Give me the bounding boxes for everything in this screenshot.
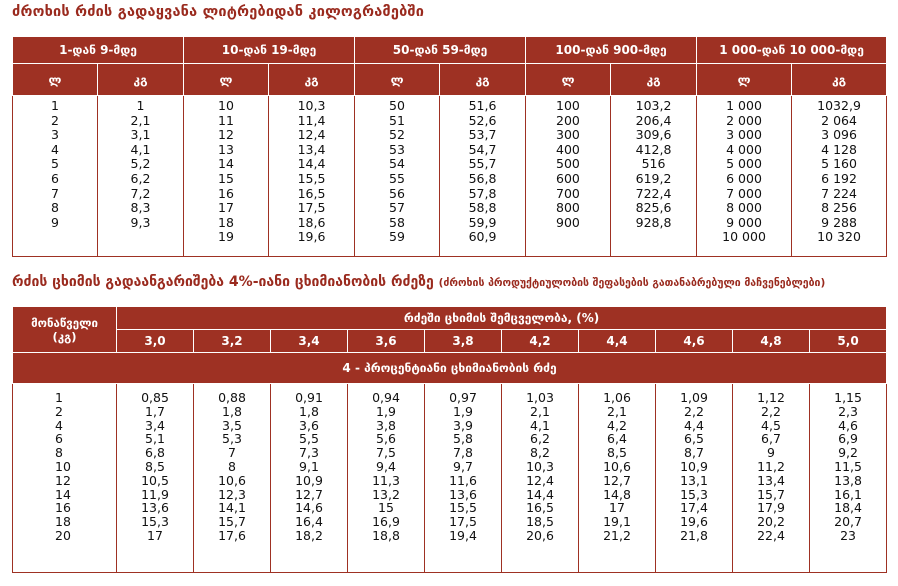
percent-header: 3,6 — [348, 330, 425, 353]
concentration-header: 4 - პროცენტიანი ცხიმიანობის რძე — [13, 353, 887, 384]
fat-header-row — [13, 307, 887, 330]
kg-header: კგ — [269, 64, 355, 96]
fat-values: 1,03 2,1 4,1 6,2 8,2 10,3 12,4 14,4 16,5 18,5 20,6 — [526, 390, 554, 543]
fat-values: 1,06 2,1 4,2 6,4 8,5 10,6 12,7 14,8 17 19,1 21,2 — [603, 390, 631, 543]
kg-values: 103,2 206,4 309,6 412,8 516 619,2 722,4 825,6 928,8 — [635, 98, 672, 230]
percent-header: 5,0 — [810, 330, 887, 353]
table-row — [13, 384, 887, 573]
fat-values: 0,85 1,7 3,4 5,1 6,8 8,5 10,5 11,9 13,6 15,3 17 — [141, 390, 169, 543]
yield-header: მონაწველი (კგ) — [13, 307, 117, 353]
liter-header: ლ — [697, 64, 792, 96]
title-fat-conversion — [12, 274, 825, 290]
fat-values: 0,94 1,9 3,8 5,6 7,5 9,4 11,3 13,2 15 16,9 18,8 — [372, 390, 400, 543]
title-liters-to-kg: ძროხის რძის გადაყვანა ლიტრებიდან კილოგრამებში — [12, 4, 425, 20]
liter-values: 1 2 3 4 5 6 7 8 9 — [51, 98, 59, 230]
kg-header: კგ — [792, 64, 887, 96]
fat-values: 1,12 2,2 4,5 6,7 9 11,2 13,4 15,7 17,9 20,2 22,4 — [757, 390, 785, 543]
fat-title-main: რძის ცხიმის გადაანგარიშება 4%-იანი ცხიმიანობის რძეზე — [12, 274, 434, 290]
percent-header: 3,2 — [194, 330, 271, 353]
percent-row — [13, 330, 887, 353]
liter-values: 50 51 52 53 54 55 56 57 58 59 — [389, 98, 405, 245]
liter-header: ლ — [355, 64, 440, 96]
liter-values: 100 200 300 400 500 600 700 800 900 — [556, 98, 580, 230]
unit-header-row — [13, 64, 887, 96]
kg-header: კგ — [98, 64, 184, 96]
liter-values: 1 000 2 000 3 000 4 000 5 000 6 000 7 000 8 000 9 000 10 000 — [722, 98, 766, 245]
concentration-row — [13, 353, 887, 384]
range-header: 50-დან 59-მდე — [355, 37, 526, 64]
percent-header: 4,6 — [656, 330, 733, 353]
fat-conversion-table — [12, 306, 887, 573]
range-header: 100-დან 900-მდე — [526, 37, 697, 64]
kg-header: კგ — [440, 64, 526, 96]
fat-values: 1,09 2,2 4,4 6,5 8,7 10,9 13,1 15,3 17,4 19,6 21,8 — [680, 390, 708, 543]
range-header: 1 000-დან 10 000-მდე — [697, 37, 887, 64]
kg-values: 51,6 52,6 53,7 54,7 55,7 56,8 57,8 58,8 59,9 60,9 — [468, 98, 497, 245]
yield-values: 1 2 4 6 8 10 12 14 16 18 20 — [55, 390, 71, 543]
fat-values: 0,91 1,8 3,6 5,5 7,3 9,1 10,9 12,7 14,6 16,4 18,2 — [295, 390, 323, 543]
fat-values: 0,88 1,8 3,5 5,3 7 8 10,6 12,3 14,1 15,7 17,6 — [218, 390, 246, 543]
percent-header: 3,0 — [117, 330, 194, 353]
kg-values: 1 2,1 3,1 4,1 5,2 6,2 7,2 8,3 9,3 — [130, 98, 151, 230]
fat-content-header: რძეში ცხიმის შემცველობა, (%) — [117, 307, 887, 330]
fat-values: 0,97 1,9 3,9 5,8 7,8 9,7 11,6 13,6 15,5 17,5 19,4 — [449, 390, 477, 543]
kg-values: 1032,9 2 064 3 096 4 128 5 160 6 192 7 224 8 256 9 288 10 320 — [817, 98, 861, 245]
percent-header: 4,8 — [733, 330, 810, 353]
fat-title-sub: (ძროხის პროდუქტიულობის შეფასების გათანაბრებული მაჩვენებლები) — [438, 277, 826, 289]
range-header-row — [13, 37, 887, 64]
liter-header: ლ — [13, 64, 98, 96]
fat-values: 1,15 2,3 4,6 6,9 9,2 11,5 13,8 16,1 18,4 20,7 23 — [834, 390, 862, 543]
range-header: 10-დან 19-მდე — [184, 37, 355, 64]
liters-to-kg-table — [12, 36, 887, 257]
percent-header: 3,8 — [425, 330, 502, 353]
percent-header: 4,4 — [579, 330, 656, 353]
kg-header: კგ — [611, 64, 697, 96]
liter-values: 10 11 12 13 14 15 16 17 18 19 — [218, 98, 234, 245]
range-header: 1-დან 9-მდე — [13, 37, 184, 64]
liter-header: ლ — [526, 64, 611, 96]
table-row — [13, 96, 887, 257]
percent-header: 3,4 — [271, 330, 348, 353]
percent-header: 4,2 — [502, 330, 579, 353]
liter-header: ლ — [184, 64, 269, 96]
kg-values: 10,3 11,4 12,4 13,4 14,4 15,5 16,5 17,5 18,6 19,6 — [297, 98, 326, 245]
